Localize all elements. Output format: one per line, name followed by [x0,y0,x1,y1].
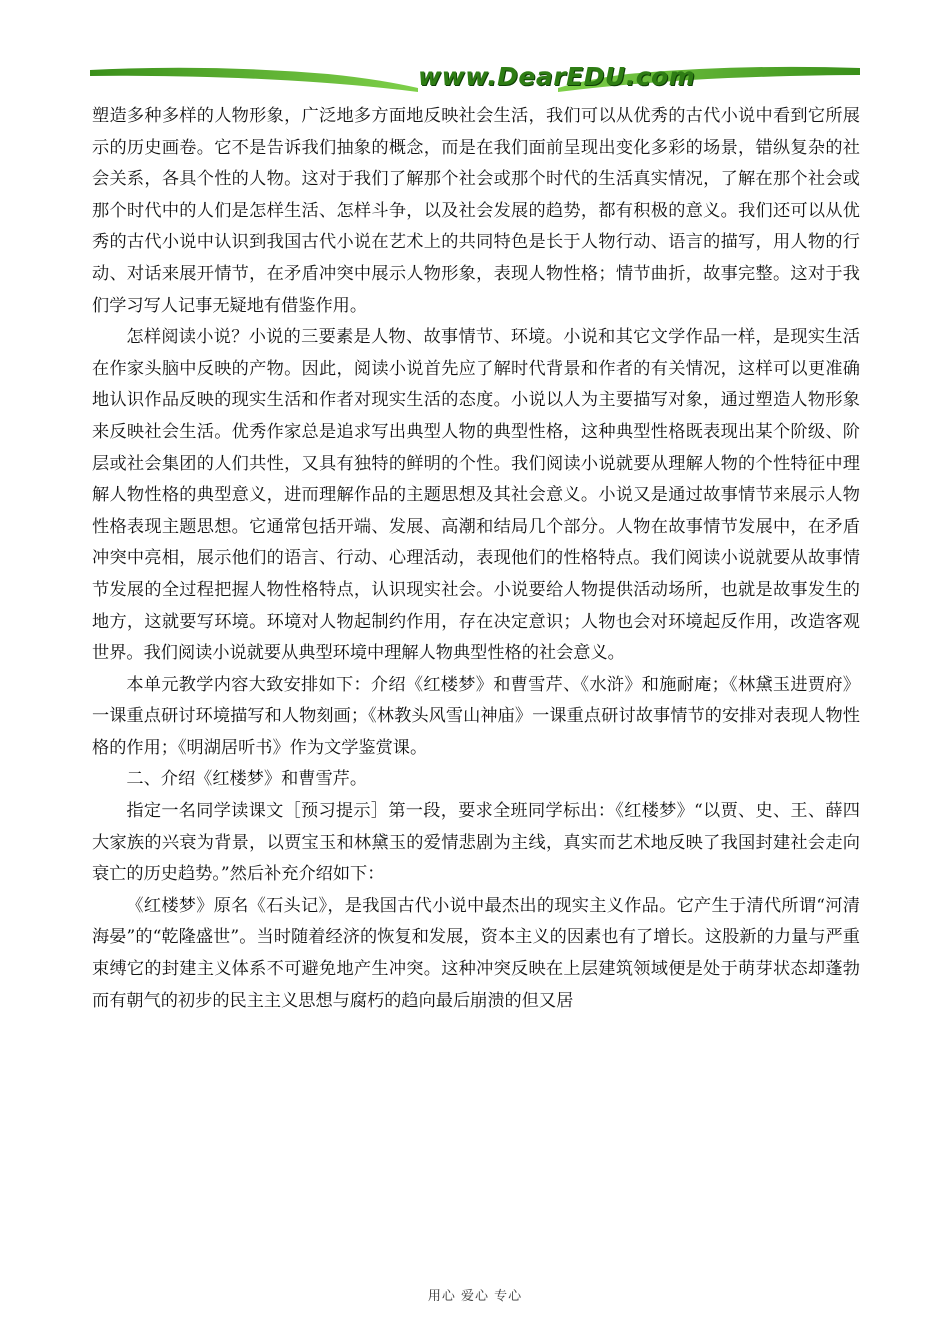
paragraph-4: 指定一名同学读课文［预习提示］第一段，要求全班同学标出：《红楼梦》“以贾、史、王、薛四大家族的兴衰为背景，以贾宝玉和林黛玉的爱情悲剧为主线，真实而艺术地反映了我国封建社会走向衰亡的历史趋势。”然后补充介绍如下： [92,801,860,885]
page-footer: 用心 爱心 专心 [427,1289,523,1304]
section-heading: 二、介绍《红楼梦》和曹雪芹。 [126,769,368,790]
site-header-banner [88,58,862,98]
paragraph-5: 《红楼梦》原名《石头记》，是我国古代小说中最杰出的现实主义作品。它产生于清代所谓“河清海晏”的“乾隆盛世”。当时随着经济的恢复和发展，资本主义的因素也有了增长。这股新的力量与严重束缚它的封建主义体系不可避免地产生冲突。这种冲突反映在上层建筑领域便是处于萌芽状态却蓬勃而有朝气的初步的民主主义思想与腐朽的趋向最后崩溃的但又居 [92,895,860,1011]
paragraph-1: 塑造多种多样的人物形象，广泛地多方面地反映社会生活，我们可以从优秀的古代小说中看到它所展示的历史画卷。它不是告诉我们抽象的概念，而是在我们面前呈现出变化多彩的场景，错纵复杂的社会关系，各具个性的人物。这对于我们了解那个社会或那个时代的生活真实情况，了解在那个社会或那个时代中的人们是怎样生活、怎样斗争，以及社会发展的趋势，都有积极的意义。我们还可以从优秀的古代小说中认识到我国古代小说在艺术上的共同特色是长于人物行动、语言的描写，用人物的行动、对话来展开情节，在矛盾冲突中展示人物形象，表现人物性格；情节曲折，故事完整。这对于我们学习写人记事无疑地有借鉴作用。 [92,106,860,316]
article-body [92,101,860,1017]
paragraph-3: 本单元教学内容大致安排如下：介绍《红楼梦》和曹雪芹、《水浒》和施耐庵；《林黛玉进贾府》一课重点研讨环境描写和人物刻画；《林教头风雪山神庙》一课重点研讨故事情节的安排对表现人物性格的作用；《明湖居听书》作为文学鉴赏课。 [92,674,860,758]
site-logo-text: www.DearEDU.com [418,62,696,91]
paragraph-2: 怎样阅读小说？小说的三要素是人物、故事情节、环境。小说和其它文学作品一样，是现实生活在作家头脑中反映的产物。因此，阅读小说首先应了解时代背景和作者的有关情况，这样可以更准确地认识作品反映的现实生活和作者对现实生活的态度。小说以人为主要描写对象，通过塑造人物形象来反映社会生活。优秀作家总是追求写出典型人物的典型性格，这种典型性格既表现出某个阶级、阶层或社会集团的人们共性，又具有独特的鲜明的个性。我们阅读小说就要从理解人物的个性特征中理解人物性格的典型意义，进而理解作品的主题思想及其社会意义。小说又是通过故事情节来展示人物性格表现主题思想。它通常包括开端、发展、高潮和结局几个部分。人物在故事情节发展中，在矛盾冲突中亮相，展示他们的语言、行动、心理活动，表现他们的性格特点。我们阅读小说就要从故事情节发展的全过程把握人物性格特点，认识现实社会。小说要给人物提供活动场所，也就是故事发生的地方，这就要写环境。环境对人物起制约作用，存在决定意识；人物也会对环境起反作用，改造客观世界。我们阅读小说就要从典型环境中理解人物典型性格的社会意义。 [92,327,860,664]
